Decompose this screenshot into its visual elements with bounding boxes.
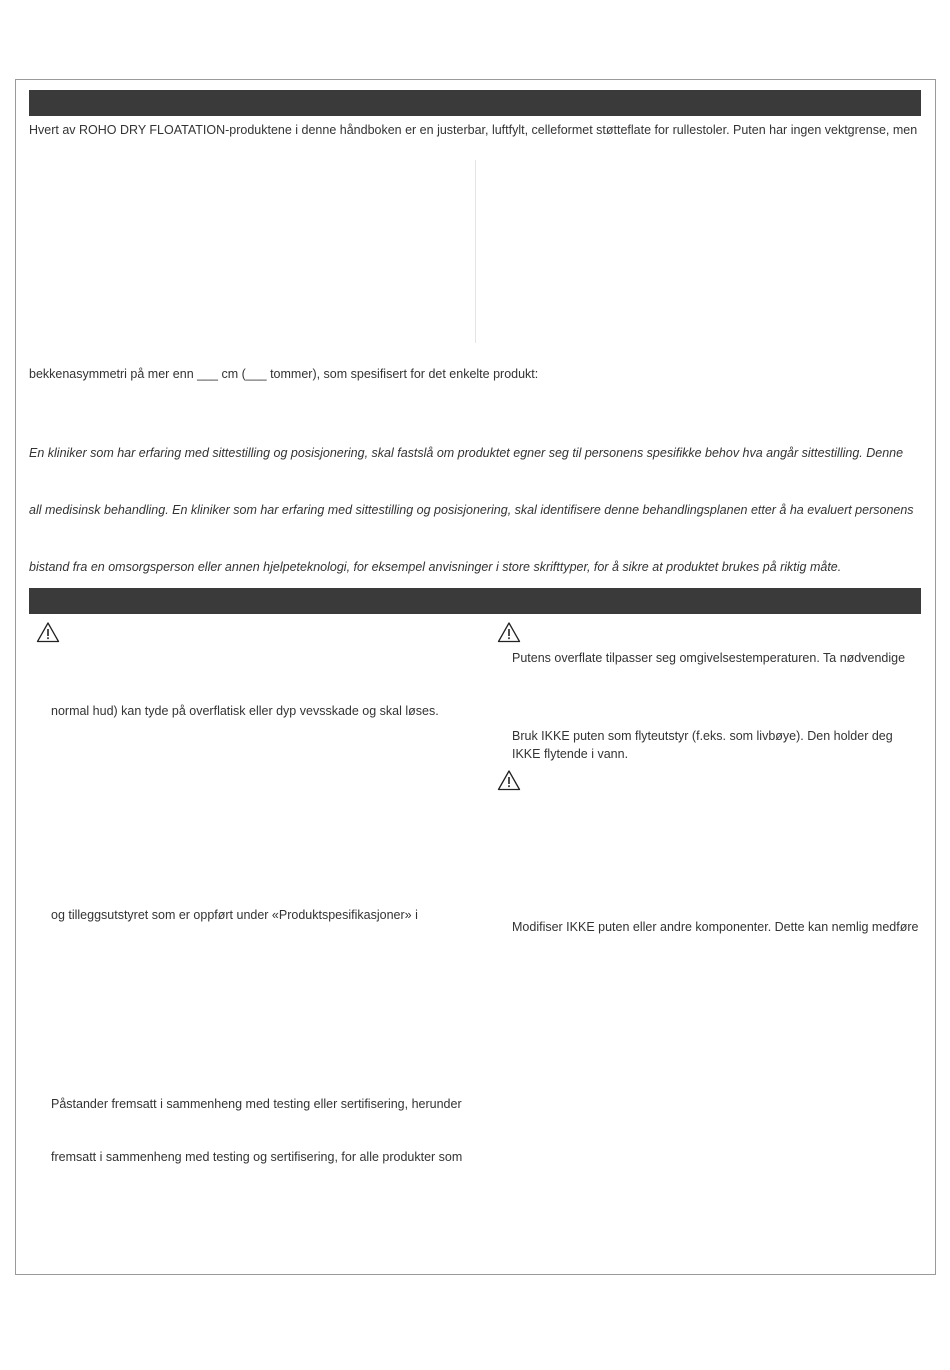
section-header-bar-1: [29, 90, 921, 116]
clinical-text-line-3: bistand fra en omsorgsperson eller annen hjelpeteknologi, for eksempel anvisninger i store skrifttyper, for å sikre at produktet brukes på riktig måte.: [29, 560, 842, 574]
intro-text-line-2: bekkenasymmetri på mer enn ___ cm (___ tommer), som spesifisert for det enkelte produkt:: [29, 367, 539, 381]
warning-modify-text: Modifiser IKKE puten eller andre komponenter. Dette kan nemlig medføre: [512, 920, 919, 934]
clinical-text-line-2: all medisinsk behandling. En kliniker som har erfaring med sittestilling og posisjonering, skal identifisere denne behandlingsplanen etter å ha evaluert personens: [29, 503, 914, 517]
intro-text-line-1: Hvert av ROHO DRY FLOATATION-produktene i denne håndboken er en justerbar, luftfylt, celleformet støtteflate for rullestoler. Puten har ingen vektgrense, men: [29, 123, 918, 137]
warning-claims-text-line-1: Påstander fremsatt i sammenheng med testing eller sertifisering, herunder: [51, 1097, 462, 1111]
clinical-text-line-1: En kliniker som har erfaring med sittestilling og posisjonering, skal fastslå om produktet egner seg til personens spesifikke behov hva angår sittestilling. Denne: [29, 446, 904, 460]
warning-skin-text: normal hud) kan tyde på overflatisk eller dyp vevsskade og skal løses.: [51, 704, 439, 718]
warning-triangle-icon: [36, 621, 60, 643]
warning-claims-text-line-2: fremsatt i sammenheng med testing og sertifisering, for alle produkter som: [51, 1150, 463, 1164]
warning-temperature-text: Putens overflate tilpasser seg omgivelsestemperaturen. Ta nødvendige: [512, 651, 906, 665]
warning-flotation-text: Bruk IKKE puten som flyteutstyr (f.eks. som livbøye). Den holder deg IKKE flytende i vann.: [512, 729, 893, 761]
warning-triangle-icon: [497, 621, 521, 643]
column-divider: [475, 160, 476, 343]
section-header-bar-2: [29, 588, 921, 614]
warning-triangle-icon: [497, 769, 521, 791]
warning-accessories-text: og tilleggsutstyret som er oppført under «Produktspesifikasjoner» i: [51, 908, 418, 922]
